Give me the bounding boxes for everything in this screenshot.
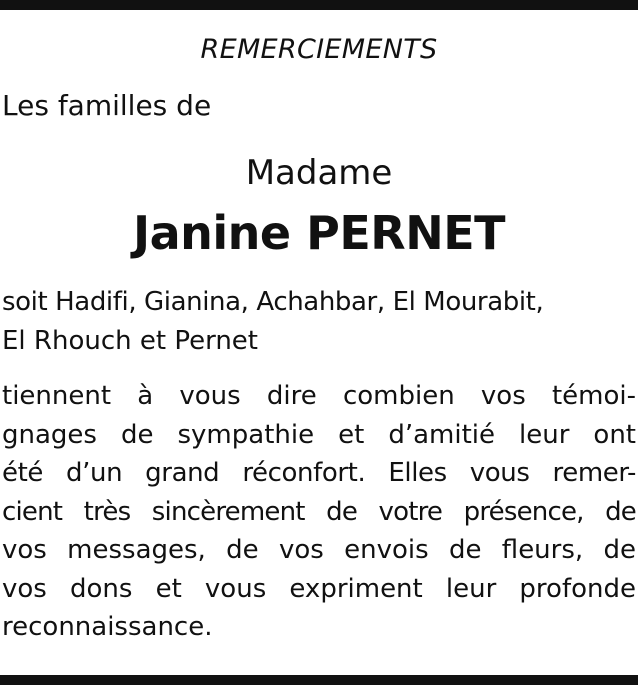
- honorific-title: Madame: [245, 153, 393, 193]
- families-list: [2, 283, 636, 361]
- message-line: gnages de sympathie et d’amitié leur ont: [2, 419, 636, 450]
- notice-heading: REMERCIEMENTS: [200, 34, 438, 65]
- families-line: soit Hadifi, Gianina, Achahbar, El Mourabit,: [2, 287, 544, 317]
- top-border-rule: [0, 0, 638, 10]
- message-line: été d’un grand réconfort. Elles vous remer-: [2, 458, 636, 488]
- message-line: vos messages, de vos envois de fleurs, de: [2, 535, 636, 565]
- message-line: cient très sincèrement de votre présence, de: [2, 496, 636, 527]
- families-line: El Rhouch et Pernet: [2, 326, 258, 356]
- deceased-name: Janine PERNET: [133, 206, 505, 260]
- message-line: vos dons et vous expriment leur profonde: [2, 573, 636, 604]
- thank-you-message: [2, 377, 636, 647]
- message-line: tiennent à vous dire combien vos témoi-: [2, 381, 636, 411]
- message-line: reconnaissance.: [2, 612, 213, 642]
- bottom-border-rule: [0, 675, 638, 685]
- intro-text: Les familles de: [2, 89, 212, 122]
